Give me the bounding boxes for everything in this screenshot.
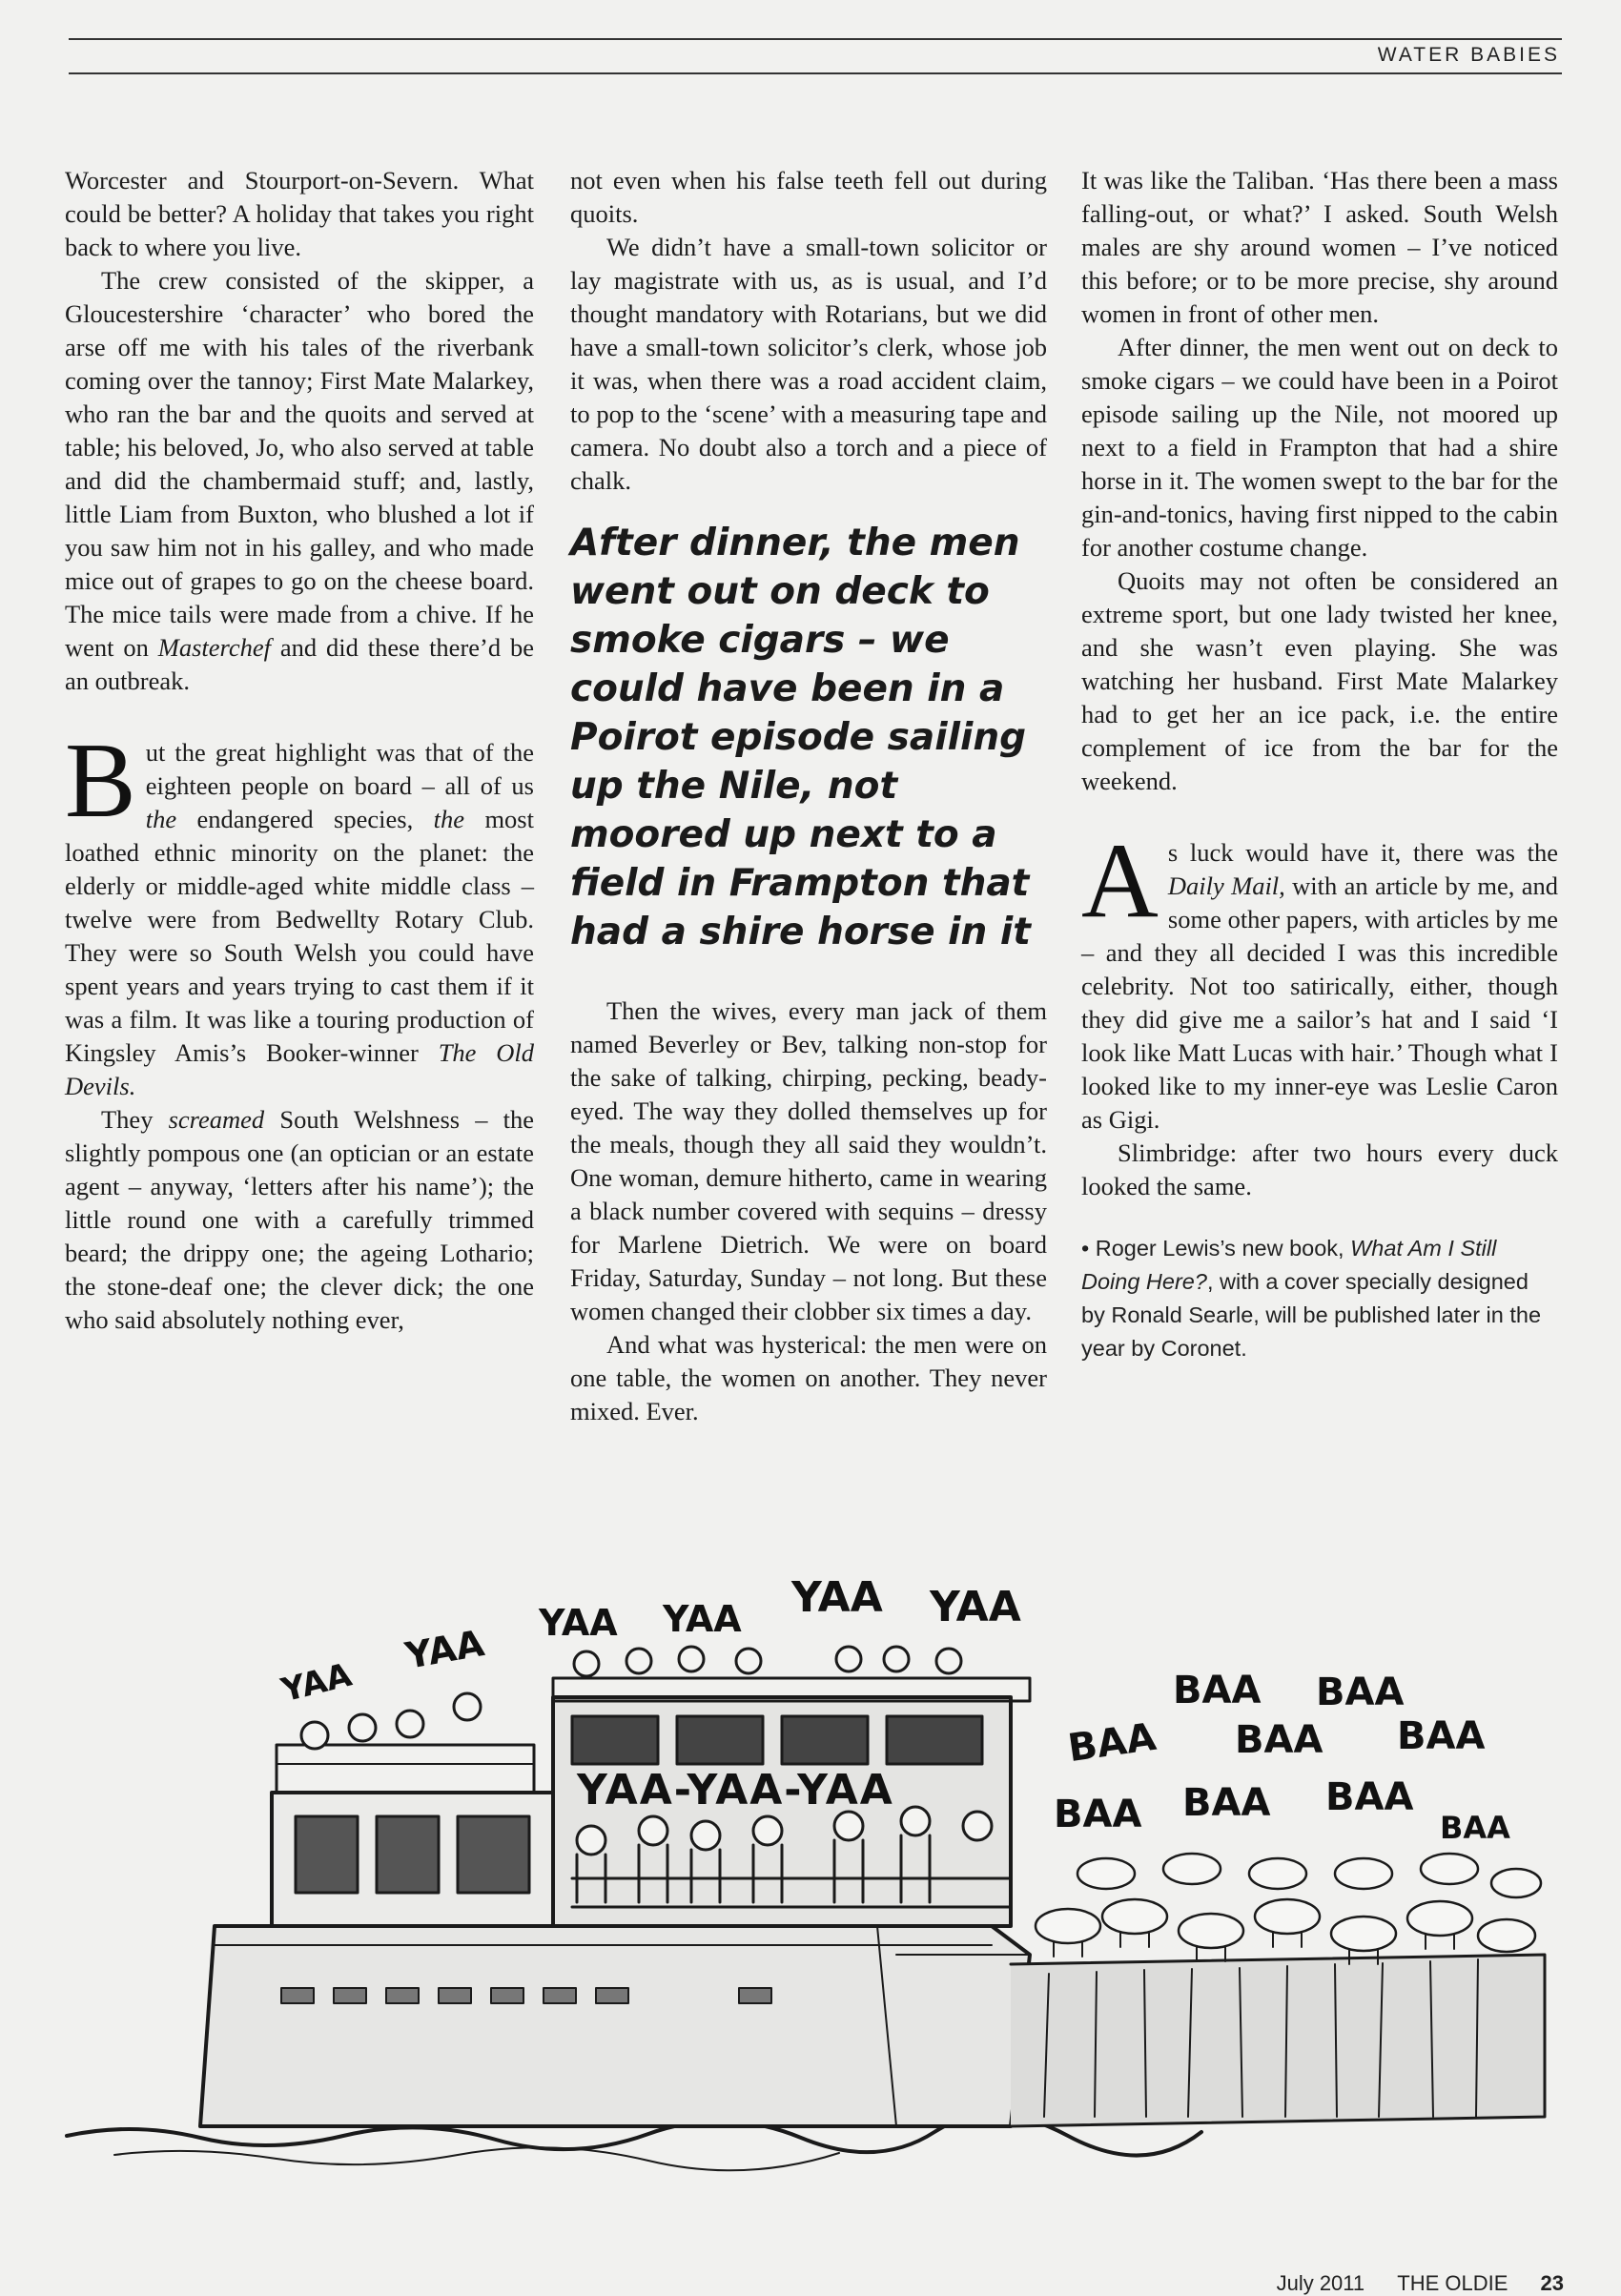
speech-women: YAA (930, 1583, 1021, 1631)
paragraph-dropcap: But the great highlight was that of the eighteen people on board – all of us the endangered species, the most loathed ethnic minority on the planet: the elderly or middle-aged white middle class – twelve were from Bedwellty Rotary Club. They were so South Welsh you could have spent years and years trying to cast them if it was a film. It was like a touring production of Kingsley Amis’s Booker-winner The Old Devils. (65, 722, 535, 1100)
paragraph: The crew consisted of the skipper, a Gloucestershire ‘character’ who bored the arse off me with his tales of the riverbank coming over the tannoy; First Mate Malarkey, who ran the bar and the quoits and served at table; his beloved, Jo, who also served at table and did the chambermaid stuff; and, lastly, little Liam from Buxton, who blushed a lot if you saw him not in his galley, and who made mice out of grapes to go on the cheese board. The mice tails were made from a chive. If he went on Masterchef and did these there’d be an outbreak. (65, 266, 534, 695)
speech-women: YAA (791, 1573, 883, 1622)
speech-sheep: BAA (1397, 1714, 1486, 1758)
speech-sheep: BAA (1173, 1669, 1262, 1712)
paragraph: Then the wives, every man jack of them named Beverley or Bev, talking non-stop for the sake of talking, chirping, pecking, beady-eyed. The way they dolled themselves up for the meals, though they all said they wouldn’t. One woman, demure hitherto, came in wearing a black number covered with sequins – dressy for Marlene Dietrich. We were on board Friday, Saturday, Sunday – not long. But these women changed their clobber six times a day. (570, 996, 1047, 1325)
drop-cap: A (1081, 822, 1159, 940)
article-column-3 (1081, 164, 1558, 1365)
paragraph: Worcester and Stourport-on-Severn. What could be better? A holiday that takes you right back to where you live. (65, 166, 534, 261)
paragraph: After dinner, the men went out on deck to smoke cigars – we could have been in a Poirot episode sailing up the Nile, not moored up next to a field in Frampton that had a shire horse in it. The women swept to the bar for the gin-and-tonics, having first nipped to the cabin for another costume change. (1081, 333, 1558, 562)
page-folio (1250, 2271, 1564, 2296)
speech-sheep: BAA (1182, 1781, 1271, 1825)
header-rule-bottom (69, 72, 1562, 74)
cartoon-illustration (57, 1507, 1564, 2212)
paragraph-dropcap: As luck would have it, there was the Daily Mail, with an article by me, and some other papers, with articles by me – and they all decided I was this incredible celebrity. Not too satirically, either, though they did give me a sailor’s hat and I said ‘I look like Matt Lucas with hair.’ Though what I looked like to my inner-eye was Leslie Caron as Gigi. (1081, 822, 1558, 1134)
speech-women: YAA (277, 1655, 356, 1711)
speech-sheep: BAA (1065, 1714, 1159, 1772)
paragraph: not even when his false teeth fell out during quoits. (570, 166, 1047, 228)
page-number: 23 (1540, 2271, 1564, 2295)
issue-date: July 2011 (1276, 2271, 1365, 2295)
paragraph: Quoits may not often be considered an extreme sport, but one lady twisted her knee, and she wasn’t even playing. She was watching her husband. First Mate Malarkey had to get her an ice pack, i.e. the entire complement of ice from the bar for the weekend. (1081, 566, 1558, 795)
paragraph: And what was hysterical: the men were on one table, the women on another. They never mixed. Ever. (570, 1330, 1047, 1425)
paragraph: It was like the Taliban. ‘Has there been a mass falling-out, or what?’ I asked. South Welsh males are shy around women – I’ve noticed this before; or to be more precise, shy around women in front of other men. (1081, 166, 1558, 328)
speech-sheep: BAA (1054, 1793, 1142, 1836)
speech-men: YAA-YAA-YAA (577, 1766, 894, 1814)
section-title: WATER BABIES (1377, 44, 1560, 66)
paragraph: We didn’t have a small-town solicitor or lay magistrate with us, as is usual, and I’d thought mandatory with Rotarians, but we did have a small-town solicitor’s clerk, whose job it was, when there was a road accident claim, to pop to the ‘scene’ with a measuring tape and camera. No doubt also a torch and a piece of chalk. (570, 233, 1047, 495)
paragraph: They screamed South Welshness – the slightly pompous one (an optician or an estate agent – anyway, ‘letters after his name’); the little round one with a carefully trimmed beard; the drippy one; the ageing Lothario; the stone-deaf one; the clever dick; the one who said absolutely nothing ever, (65, 1105, 534, 1334)
header-rule-top (69, 38, 1562, 40)
speech-sheep: BAA (1325, 1775, 1414, 1819)
author-footnote: • Roger Lewis’s new book, What Am I Still Doing Here?, with a cover specially designed by Ronald Searle, will be published later in the year by Coronet. (1081, 1236, 1542, 1361)
speech-sheep: BAA (1316, 1671, 1405, 1714)
speech-women: YAA (663, 1598, 742, 1640)
paragraph: Slimbridge: after two hours every duck looked the same. (1081, 1138, 1558, 1200)
speech-women: YAA (401, 1622, 487, 1677)
pull-quote: After dinner, the men went out on deck to smoke cigars – we could have been in a Poirot episode sailing up the Nile, not moored up next to a field in Frampton that had a shire horse in it (570, 522, 1031, 953)
magazine-name: THE OLDIE (1397, 2271, 1508, 2295)
speech-sheep: BAA (1440, 1810, 1510, 1846)
speech-sheep: BAA (1235, 1718, 1323, 1762)
article-column-2 (570, 164, 1047, 1428)
drop-cap: B (65, 722, 136, 840)
article-column-1 (65, 164, 534, 1337)
speech-women: YAA (539, 1602, 618, 1644)
